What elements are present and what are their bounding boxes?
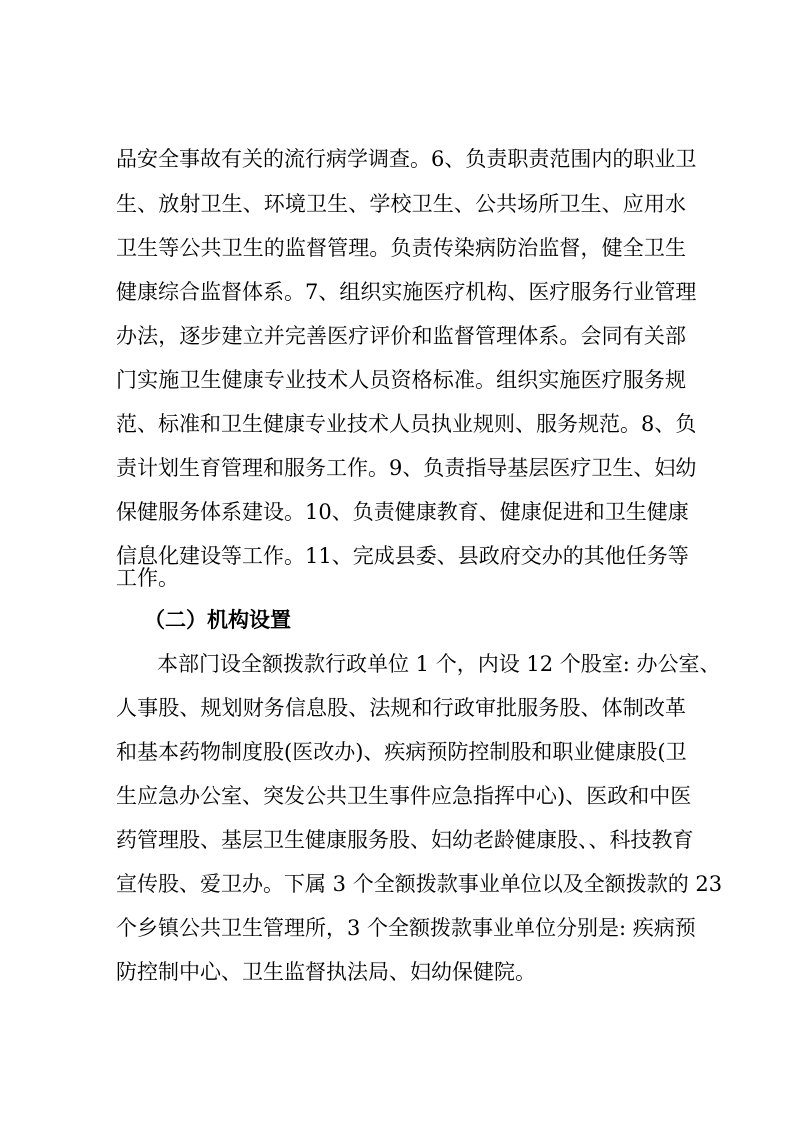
paragraph-line: 宣传股、爱卫办。下属 3 个全额拨款事业单位以及全额拨款的 23 <box>116 872 723 896</box>
paragraph-line: 人事股、规划财务信息股、法规和行政审批服务股、体制改革 <box>116 696 686 720</box>
paragraph-line: 防控制中心、卫生监督执法局、妇幼保健院。 <box>116 960 536 984</box>
section-heading: （二）机构设置 <box>144 607 291 632</box>
paragraph-line: 本部门设全额拨款行政单位 1 个，内设 12 个股室: 办公室、 <box>157 652 721 676</box>
paragraph-line: 信息化建设等工作。11、完成县委、县政府交办的其他任务等 <box>116 544 689 568</box>
paragraph-line: 责计划生育管理和服务工作。9、负责指导基层医疗卫生、妇幼 <box>116 456 697 480</box>
paragraph-line: 保健服务体系建设。10、负责健康教育、健康促进和卫生健康 <box>116 500 689 524</box>
paragraph-line: 门实施卫生健康专业技术人员资格标准。组织实施医疗服务规 <box>116 368 686 392</box>
paragraph-line: 药管理股、基层卫生健康服务股、妇幼老龄健康股、、科技教育 <box>116 828 694 852</box>
paragraph-line: 品安全事故有关的流行病学调查。6、负责职责范围内的职业卫 <box>116 147 697 171</box>
paragraph-line: 健康综合监督体系。7、组织实施医疗机构、医疗服务行业管理 <box>116 280 697 304</box>
paragraph-line: 和基本药物制度股(医改办)、疾病预防控制股和职业健康股(卫 <box>116 740 687 764</box>
paragraph-line: 办法，逐步建立并完善医疗评价和监督管理体系。会同有关部 <box>116 324 686 348</box>
paragraph-line: 个乡镇公共卫生管理所，3 个全额拨款事业单位分别是: 疾病预 <box>116 916 696 940</box>
paragraph-line: 生应急办公室、突发公共卫生事件应急指挥中心)、医政和中医 <box>116 784 692 808</box>
paragraph-line: 范、标准和卫生健康专业技术人员执业规则、服务规范。8、负 <box>116 412 697 436</box>
paragraph-line: 工作。 <box>116 566 179 590</box>
paragraph-line: 生、放射卫生、环境卫生、学校卫生、公共场所卫生、应用水 <box>116 192 686 216</box>
paragraph-line: 卫生等公共卫生的监督管理。负责传染病防治监督，健全卫生 <box>116 236 686 260</box>
